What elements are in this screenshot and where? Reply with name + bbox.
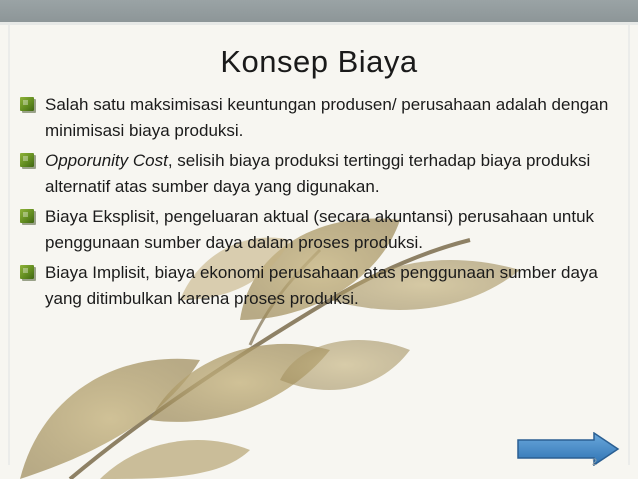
checkbox-bullet-icon (20, 209, 34, 223)
bullet-text: , selisih biaya produksi tertinggi terhadap biaya produksi alternatif atas sumber daya yang digunakan. (45, 151, 591, 196)
bullet-text: Biaya Implisit, biaya ekonomi perusahaan atas penggunaan sumber daya yang ditimbulkan karena proses produksi. (45, 263, 598, 308)
checkbox-bullet-icon (20, 265, 34, 279)
bullet-list (18, 92, 618, 316)
arrow-right-icon (518, 433, 618, 465)
checkbox-bullet-icon (20, 153, 34, 167)
bullet-text: Biaya Eksplisit, pengeluaran aktual (secara akuntansi) perusahaan untuk penggunaan sumber daya dalam proses produksi. (45, 207, 595, 252)
bullet-item (18, 260, 618, 311)
next-slide-button[interactable] (516, 432, 620, 466)
page-number: 2 (592, 457, 598, 467)
checkbox-bullet-icon (20, 97, 34, 111)
bullet-item (18, 204, 618, 255)
bullet-text: Salah satu maksimisasi keuntungan produsen/ perusahaan adalah dengan minimisasi biaya produksi. (45, 95, 609, 140)
bullet-item (18, 92, 618, 143)
bullet-emphasis: Opporunity Cost (45, 151, 168, 170)
bullet-item (18, 148, 618, 199)
slide-title: Konsep Biaya (220, 44, 418, 79)
